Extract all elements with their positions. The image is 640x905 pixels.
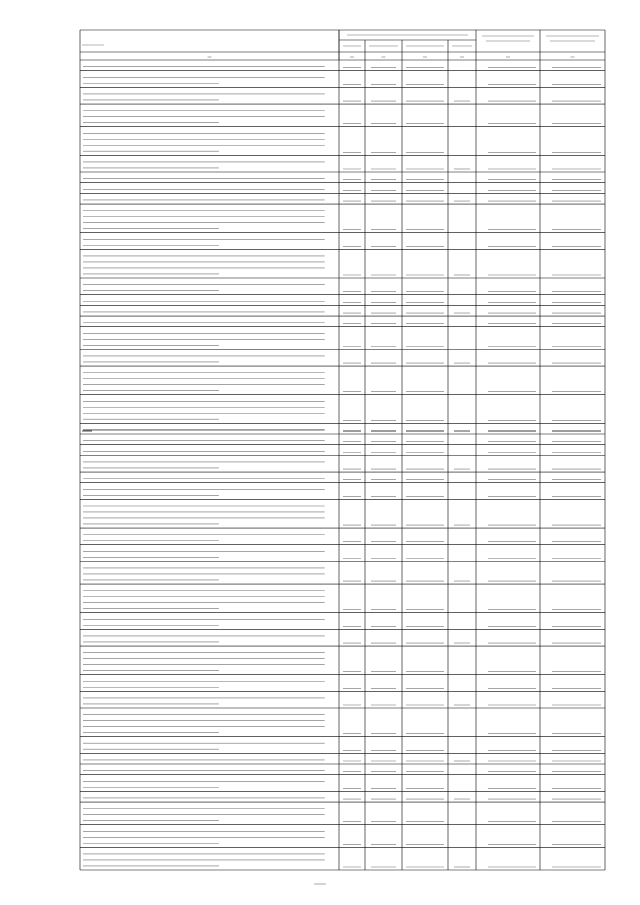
- table-row: [80, 462, 605, 472]
- table-row: [80, 653, 605, 675]
- table-row: [80, 200, 605, 204]
- table-row: [80, 479, 605, 483]
- table-row: [80, 535, 605, 545]
- table-row: [80, 798, 605, 802]
- table-row: [80, 551, 605, 561]
- table-row: [80, 77, 605, 87]
- table-row: [80, 771, 605, 775]
- table-row: [80, 743, 605, 753]
- table-row: [80, 67, 605, 71]
- table-row: [80, 373, 605, 395]
- table-row: [80, 285, 605, 295]
- table-row: [80, 619, 605, 629]
- table-row: [80, 333, 605, 349]
- table-row: [80, 301, 605, 305]
- table-row: [80, 162, 605, 172]
- table-row: [80, 401, 605, 423]
- table-row: [80, 591, 605, 613]
- table-row: [80, 831, 605, 847]
- table-row: [80, 636, 605, 646]
- table-row: [80, 356, 605, 366]
- table-row: [80, 256, 605, 278]
- table-row: [80, 323, 605, 327]
- table-row: [80, 111, 605, 127]
- table-row: [80, 179, 605, 183]
- table-row: [80, 854, 605, 870]
- table-header: [80, 30, 605, 60]
- table-row: [80, 133, 605, 155]
- table-row: [80, 506, 605, 528]
- table-row: [80, 489, 605, 499]
- table-row: [80, 698, 605, 708]
- table-row: [80, 760, 605, 764]
- table-row: [80, 809, 605, 825]
- table-row: [80, 781, 605, 791]
- table-row: [80, 430, 605, 434]
- table-row: [80, 451, 605, 455]
- table-body: [80, 60, 605, 870]
- table-row: [80, 441, 605, 445]
- table-row: [80, 189, 605, 193]
- table-row: [80, 681, 605, 691]
- table-row: [80, 312, 605, 316]
- table-row: [80, 211, 605, 233]
- table-row: [80, 568, 605, 584]
- table-row: [80, 94, 605, 104]
- table-row: [80, 715, 605, 737]
- table-row: [80, 239, 605, 249]
